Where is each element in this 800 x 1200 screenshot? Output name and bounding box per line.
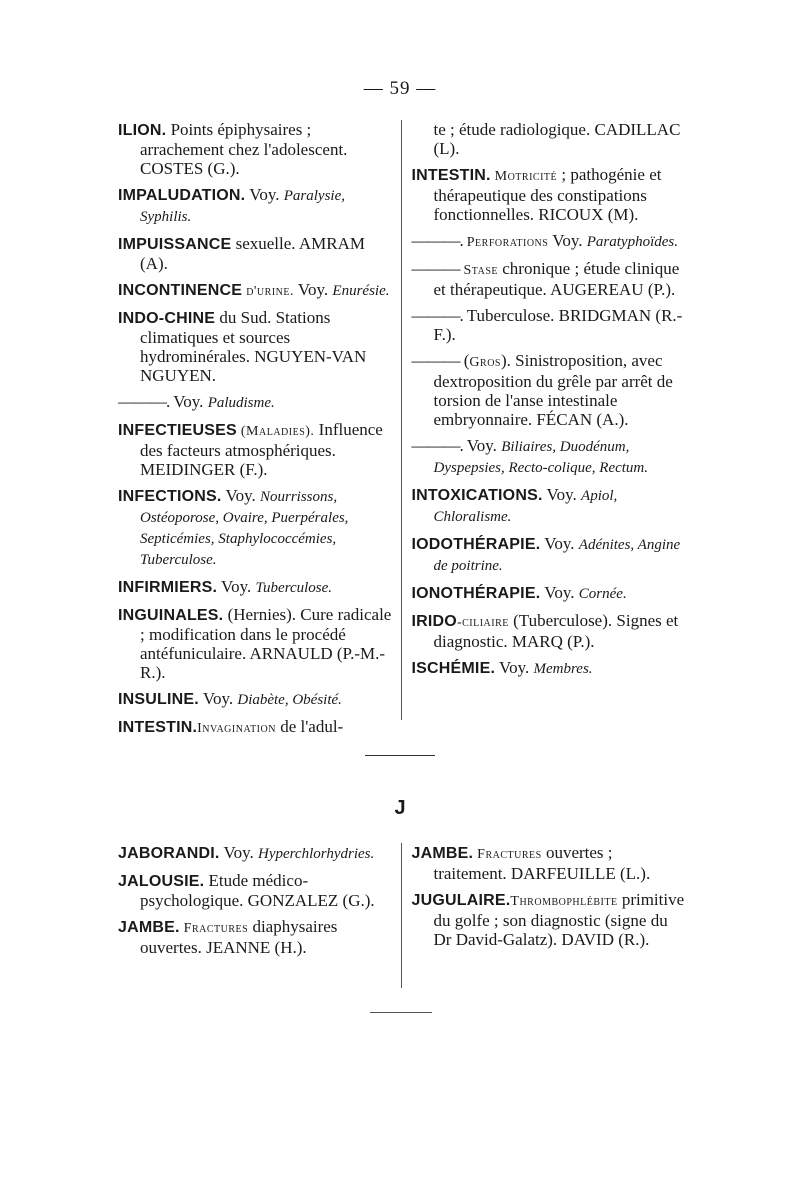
index-entry [412, 436, 689, 478]
entry-crossref: Tuberculose. [255, 580, 333, 596]
index-entry [118, 871, 395, 910]
index-entry [118, 120, 395, 178]
index-entry [412, 611, 689, 651]
ditto-dash: ———. [118, 392, 170, 411]
entry-headword: JAMBE. [411, 845, 474, 862]
entry-text: Voy. [548, 231, 587, 250]
entry-headword: IODOTHÉRAPIE. [411, 536, 541, 553]
entry-text: de l'adul- [275, 717, 344, 736]
index-entry [118, 843, 395, 864]
entry-text: Voy. [198, 689, 238, 708]
entry-headword: INDO-CHINE [118, 310, 216, 327]
index-entry [412, 120, 689, 158]
index-entry [118, 280, 395, 301]
index-entry [118, 234, 395, 273]
ditto-dash: ——— [411, 259, 460, 278]
entry-subhead: -ciliaire [456, 615, 509, 630]
entry-headword: JALOUSIE. [118, 873, 205, 890]
entry-headword: INTOXICATIONS. [411, 487, 543, 504]
entry-text: chronique ; étude clinique et thérapeutique. AUGEREAU (P.). [433, 259, 680, 299]
section-letter: J [394, 797, 406, 819]
index-entry [412, 890, 689, 949]
entry-crossref: Nourrissons, Ostéoporose, Ovaire, Puerpérales, Septicémies, Staphylococcémies, Tuberculose. [140, 489, 349, 568]
entry-text: ( [459, 351, 470, 370]
index-entry [118, 308, 395, 385]
index-entry [412, 165, 689, 224]
entry-text: Voy. [221, 486, 260, 505]
entry-crossref: Paralysie, Syphilis. [140, 188, 346, 225]
index-entry [412, 351, 689, 429]
entry-text: Voy. [495, 658, 534, 677]
entry-crossref: Paludisme. [207, 395, 275, 411]
ditto-dash: ——— [411, 351, 460, 370]
entry-subhead: Perforations [462, 235, 549, 250]
j-left-column [118, 843, 402, 988]
entry-subhead: Fractures [179, 921, 249, 936]
entry-headword: INFECTIEUSES [118, 422, 237, 439]
entry-text: Voy. [169, 392, 208, 411]
right-column [402, 120, 689, 720]
entry-headword: JABORANDI. [118, 845, 220, 862]
entry-text: Points épiphysaires ; arrachement chez l'adolescent. COSTES (G.). [140, 120, 348, 178]
entry-crossref: Biliaires, Duodénum, Dyspepsies, Recto-colique, Rectum. [433, 439, 649, 476]
entry-headword: IRIDO [411, 613, 457, 630]
entry-headword: ISCHÉMIE. [411, 660, 496, 677]
ditto-dash: ———. [411, 436, 463, 455]
entry-text: Voy. [542, 485, 582, 504]
index-columns-i [118, 120, 688, 736]
index-entry [118, 486, 395, 570]
entry-text: ; pathogénie et thérapeutique des constipations fonctionnelles. RICOUX (M). [433, 165, 662, 224]
entry-text: primitive du golfe ; son diagnostic (signe du Dr David-Galatz). DAVID (R.). [433, 890, 685, 949]
entry-text: Voy. [245, 185, 284, 204]
entry-subhead: Invagination [197, 721, 276, 736]
entry-crossref: Membres. [533, 661, 593, 677]
index-entry [412, 306, 689, 344]
page-number: — 59 — [363, 78, 437, 99]
entry-crossref: Paratyphoïdes. [586, 234, 679, 250]
entry-headword: INGUINALES. [118, 607, 224, 624]
index-entry [118, 689, 395, 710]
entry-subhead: Fractures [473, 847, 542, 862]
entry-subhead: Motricité [490, 169, 558, 184]
left-column [118, 120, 402, 736]
entry-text: Voy. [462, 436, 502, 455]
entry-text: Voy. [217, 577, 256, 596]
entry-subhead: (Maladies). [236, 424, 315, 439]
index-entry [118, 420, 395, 479]
index-entry [118, 577, 395, 598]
entry-text: Voy. [219, 843, 258, 862]
entry-headword: INFIRMIERS. [118, 579, 218, 596]
index-entry [412, 658, 689, 679]
index-entry [118, 605, 395, 682]
entry-text: Tuberculose. BRIDGMAN (R.-F.). [433, 306, 683, 344]
entry-crossref: Adénites, Angine de poitrine. [433, 537, 681, 574]
ditto-dash: ———. [411, 306, 463, 325]
entry-crossref: Cornée. [578, 586, 627, 602]
entry-text: ouvertes ; traitement. DARFEUILLE (L.). [433, 843, 651, 883]
entry-subhead: Gros [469, 355, 501, 370]
end-divider [370, 1012, 432, 1013]
index-entry [412, 259, 689, 299]
index-entry [118, 717, 395, 738]
entry-subhead: d'urine. [242, 284, 294, 299]
entry-text: Influence des facteurs atmosphériques. MEIDINGER (F.). [140, 420, 383, 479]
entry-continuation: te ; étude radiologique. CADILLAC (L). [433, 120, 681, 158]
entry-subhead: Stase [459, 263, 498, 278]
entry-text: ). Sinistroposition, avec dextroposition du grêle par arrêt de torsion de l'anse intestinale embryonnaire. FÉCAN (A.). [433, 351, 673, 429]
index-entry [118, 392, 395, 413]
entry-headword: IMPALUDATION. [118, 187, 246, 204]
index-entry [412, 583, 689, 604]
entry-headword: INFECTIONS. [118, 488, 222, 505]
index-columns-j [118, 843, 688, 988]
entry-text: (Hernies). Cure radicale ; modification dans le procédé antéfuniculaire. ARNAULD (P.-M.-R.). [140, 605, 392, 682]
section-divider [365, 755, 435, 756]
entry-crossref: Apiol, Chloralisme. [433, 488, 618, 525]
entry-text: Voy. [540, 534, 579, 553]
index-entry [118, 185, 395, 227]
entry-headword: INCONTINENCE [118, 282, 243, 299]
entry-text: Voy. [540, 583, 579, 602]
entry-subhead: Thrombophlébite [510, 894, 618, 909]
index-entry [412, 534, 689, 576]
index-entry [412, 485, 689, 527]
index-entry [412, 231, 689, 252]
entry-headword: INSULINE. [118, 691, 199, 708]
entry-text: sexuelle. AMRAM (A). [140, 234, 365, 273]
entry-crossref: Diabète, Obésité. [237, 692, 342, 708]
entry-crossref: Enurésie. [332, 283, 390, 299]
index-entry [118, 917, 395, 957]
entry-text: du Sud. Stations climatiques et sources hydrominérales. NGUYEN-VAN NGUYEN. [140, 308, 367, 385]
entry-headword: IMPUISSANCE [118, 236, 232, 253]
index-entry [412, 843, 689, 883]
entry-headword: JAMBE. [118, 919, 180, 936]
entry-headword: ILION. [118, 122, 167, 139]
ditto-dash: ———. [411, 231, 463, 250]
entry-text: (Tuberculose). Signes et diagnostic. MARQ (P.). [433, 611, 679, 651]
j-right-column [402, 843, 689, 988]
entry-text: diaphysaires ouvertes. JEANNE (H.). [140, 917, 338, 957]
entry-text: Etude médico-psychologique. GONZALEZ (G.). [140, 871, 375, 910]
entry-headword: JUGULAIRE. [411, 892, 511, 909]
entry-headword: INTESTIN. [411, 167, 491, 184]
entry-headword: IONOTHÉRAPIE. [411, 585, 541, 602]
entry-headword: INTESTIN. [118, 719, 198, 736]
entry-text: Voy. [293, 280, 333, 299]
entry-crossref: Hyperchlorhydries. [258, 846, 375, 862]
